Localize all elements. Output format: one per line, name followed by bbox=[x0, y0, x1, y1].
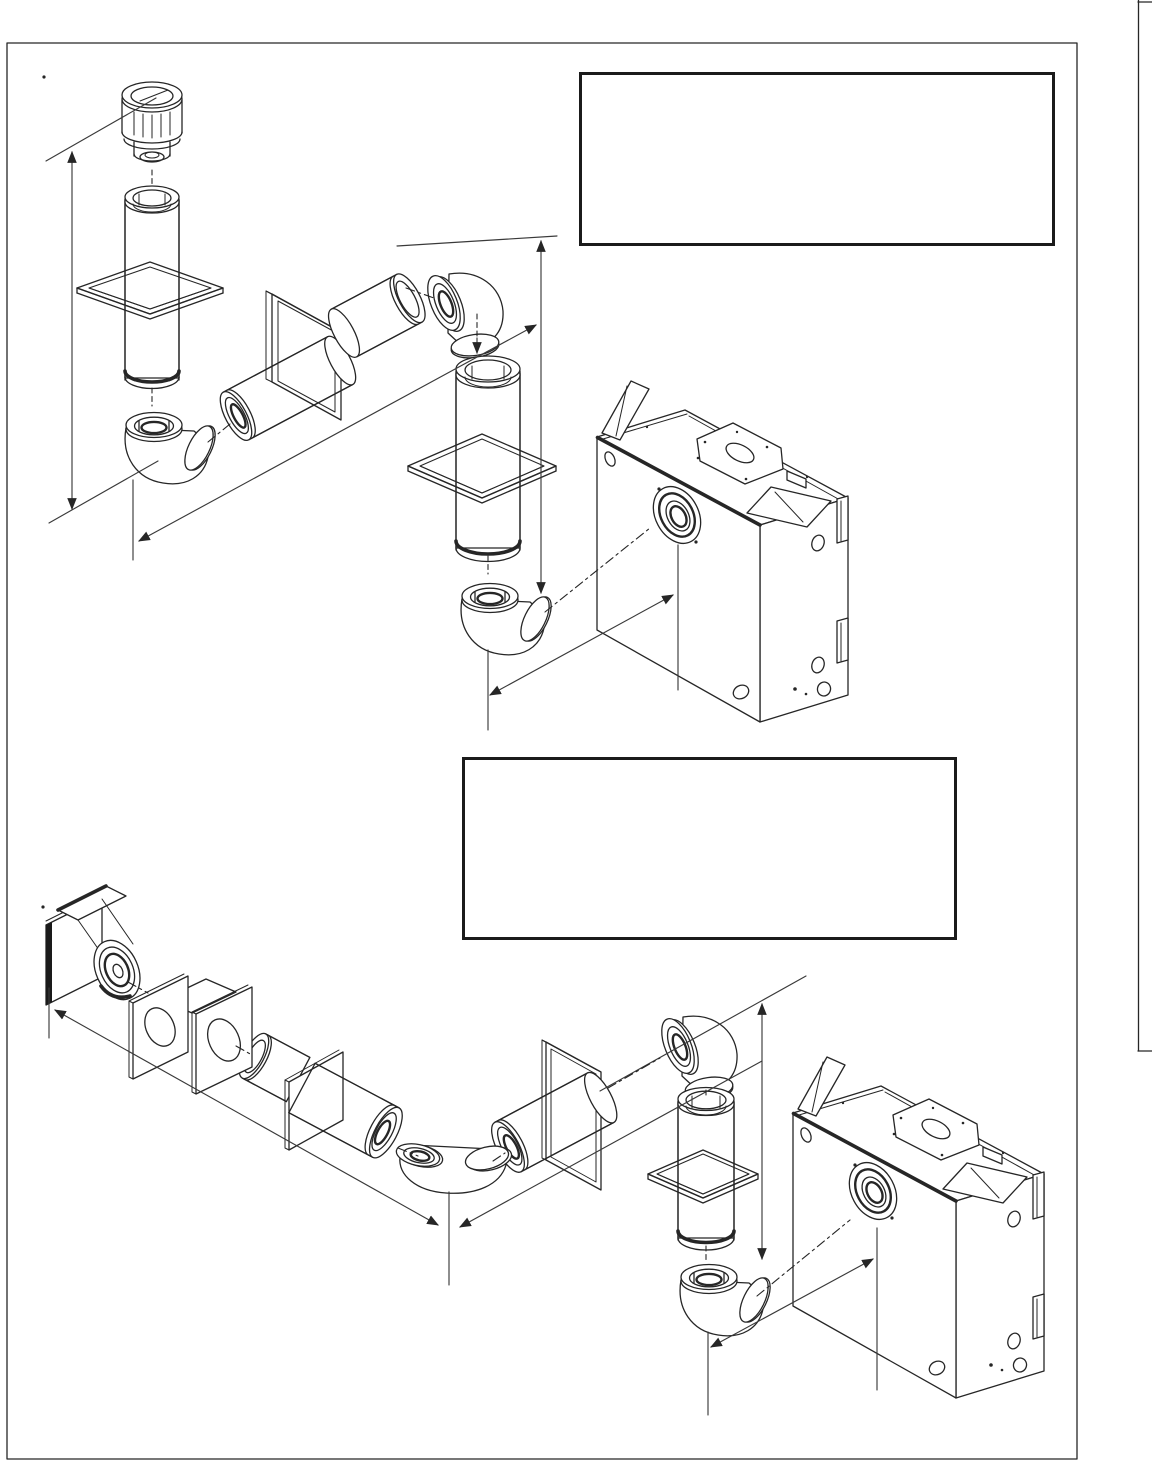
note-box-top bbox=[579, 72, 1055, 246]
note-box-bottom bbox=[462, 757, 957, 940]
vertical-termination-cap-icon bbox=[122, 82, 182, 162]
elbow-90-horizontal bbox=[394, 1140, 514, 1193]
elbow-90 bbox=[125, 413, 221, 484]
ceiling-firestop bbox=[408, 434, 556, 498]
wall-thimble bbox=[129, 974, 252, 1094]
fireplace-unit bbox=[597, 381, 848, 722]
figure-horizontal-termination bbox=[41, 886, 1044, 1415]
ceiling-firestop bbox=[648, 1150, 758, 1198]
elbow-90 bbox=[421, 271, 503, 360]
binding-edge-mark bbox=[1138, 0, 1152, 1051]
horizontal-termination-cap bbox=[46, 886, 149, 1007]
ceiling-firestop bbox=[77, 262, 223, 314]
elbow-90 bbox=[680, 1265, 776, 1336]
elbow-90 bbox=[461, 584, 557, 655]
wall-firestop-plate bbox=[542, 1040, 601, 1190]
fireplace-unit bbox=[793, 1057, 1044, 1398]
